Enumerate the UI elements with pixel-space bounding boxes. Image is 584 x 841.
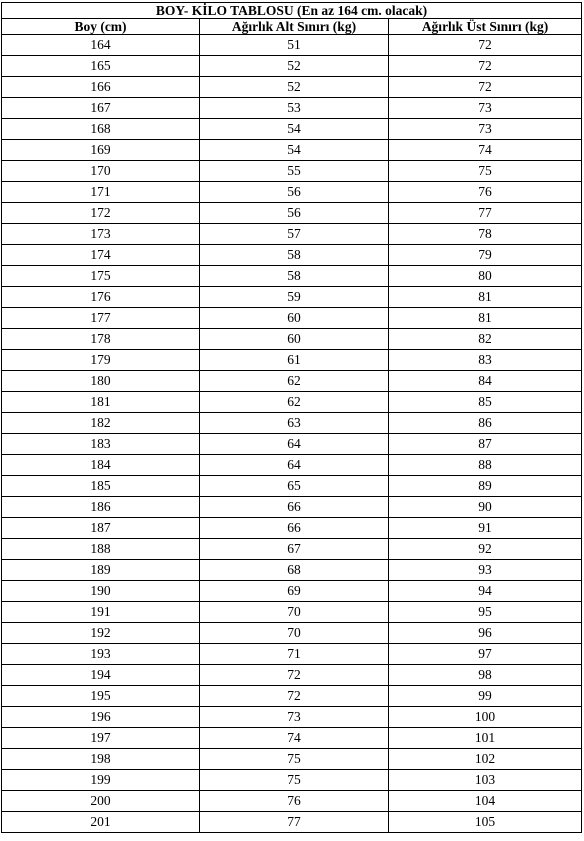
table-row	[2, 791, 582, 812]
table-row	[2, 203, 582, 224]
table-row	[2, 287, 582, 308]
weight-max-cell: 105	[389, 812, 582, 833]
weight-min-cell: 66	[200, 518, 389, 539]
weight-max-cell: 75	[389, 161, 582, 182]
table-row	[2, 749, 582, 770]
weight-min-cell: 60	[200, 308, 389, 329]
weight-min-cell: 70	[200, 602, 389, 623]
table-row	[2, 371, 582, 392]
weight-min-cell: 56	[200, 203, 389, 224]
title-row	[2, 3, 582, 19]
weight-max-cell: 89	[389, 476, 582, 497]
table-row	[2, 308, 582, 329]
weight-max-cell: 91	[389, 518, 582, 539]
weight-min-cell: 52	[200, 56, 389, 77]
table-row	[2, 707, 582, 728]
weight-min-cell: 56	[200, 182, 389, 203]
height-cell: 197	[2, 728, 200, 749]
height-cell: 175	[2, 266, 200, 287]
height-cell: 172	[2, 203, 200, 224]
weight-max-cell: 83	[389, 350, 582, 371]
table-row	[2, 329, 582, 350]
weight-max-cell: 72	[389, 77, 582, 98]
height-cell: 183	[2, 434, 200, 455]
weight-max-cell: 79	[389, 245, 582, 266]
column-header-height: Boy (cm)	[2, 19, 200, 35]
table-row	[2, 581, 582, 602]
height-cell: 196	[2, 707, 200, 728]
height-cell: 192	[2, 623, 200, 644]
weight-max-cell: 76	[389, 182, 582, 203]
weight-min-cell: 74	[200, 728, 389, 749]
table-row	[2, 98, 582, 119]
column-header-weight-min: Ağırlık Alt Sınırı (kg)	[200, 19, 389, 35]
table-title: BOY- KİLO TABLOSU (En az 164 cm. olacak)	[2, 3, 582, 19]
height-cell: 193	[2, 644, 200, 665]
weight-min-cell: 61	[200, 350, 389, 371]
weight-min-cell: 67	[200, 539, 389, 560]
table-row	[2, 56, 582, 77]
weight-max-cell: 90	[389, 497, 582, 518]
weight-max-cell: 81	[389, 287, 582, 308]
table-row	[2, 518, 582, 539]
height-cell: 180	[2, 371, 200, 392]
height-cell: 188	[2, 539, 200, 560]
table-row	[2, 224, 582, 245]
table-row	[2, 560, 582, 581]
weight-min-cell: 69	[200, 581, 389, 602]
height-cell: 170	[2, 161, 200, 182]
weight-max-cell: 73	[389, 98, 582, 119]
weight-max-cell: 74	[389, 140, 582, 161]
weight-min-cell: 52	[200, 77, 389, 98]
height-cell: 186	[2, 497, 200, 518]
height-cell: 169	[2, 140, 200, 161]
weight-max-cell: 73	[389, 119, 582, 140]
weight-max-cell: 103	[389, 770, 582, 791]
table-row	[2, 665, 582, 686]
height-cell: 189	[2, 560, 200, 581]
table-row	[2, 245, 582, 266]
table-row	[2, 392, 582, 413]
weight-max-cell: 98	[389, 665, 582, 686]
weight-min-cell: 62	[200, 392, 389, 413]
height-cell: 191	[2, 602, 200, 623]
weight-max-cell: 95	[389, 602, 582, 623]
table-row	[2, 539, 582, 560]
weight-min-cell: 55	[200, 161, 389, 182]
table-row	[2, 140, 582, 161]
weight-min-cell: 58	[200, 266, 389, 287]
table-row	[2, 455, 582, 476]
table-row	[2, 686, 582, 707]
weight-max-cell: 102	[389, 749, 582, 770]
table-row	[2, 812, 582, 833]
height-cell: 195	[2, 686, 200, 707]
weight-min-cell: 51	[200, 35, 389, 56]
table-row	[2, 266, 582, 287]
weight-max-cell: 100	[389, 707, 582, 728]
weight-min-cell: 76	[200, 791, 389, 812]
weight-max-cell: 86	[389, 413, 582, 434]
weight-max-cell: 97	[389, 644, 582, 665]
weight-min-cell: 59	[200, 287, 389, 308]
height-cell: 177	[2, 308, 200, 329]
weight-max-cell: 88	[389, 455, 582, 476]
weight-max-cell: 99	[389, 686, 582, 707]
weight-min-cell: 57	[200, 224, 389, 245]
weight-max-cell: 104	[389, 791, 582, 812]
weight-max-cell: 72	[389, 35, 582, 56]
weight-max-cell: 85	[389, 392, 582, 413]
height-weight-table-container	[1, 2, 581, 833]
weight-min-cell: 63	[200, 413, 389, 434]
weight-min-cell: 65	[200, 476, 389, 497]
weight-max-cell: 77	[389, 203, 582, 224]
height-cell: 190	[2, 581, 200, 602]
height-cell: 182	[2, 413, 200, 434]
weight-max-cell: 96	[389, 623, 582, 644]
weight-min-cell: 77	[200, 812, 389, 833]
height-cell: 181	[2, 392, 200, 413]
table-row	[2, 497, 582, 518]
table-row	[2, 35, 582, 56]
height-cell: 164	[2, 35, 200, 56]
weight-max-cell: 81	[389, 308, 582, 329]
table-row	[2, 182, 582, 203]
height-cell: 179	[2, 350, 200, 371]
weight-min-cell: 75	[200, 749, 389, 770]
table-row	[2, 602, 582, 623]
height-weight-table	[1, 2, 582, 833]
weight-max-cell: 92	[389, 539, 582, 560]
weight-min-cell: 66	[200, 497, 389, 518]
height-cell: 174	[2, 245, 200, 266]
weight-max-cell: 78	[389, 224, 582, 245]
height-cell: 194	[2, 665, 200, 686]
table-row	[2, 434, 582, 455]
weight-max-cell: 87	[389, 434, 582, 455]
table-row	[2, 728, 582, 749]
height-cell: 184	[2, 455, 200, 476]
table-row	[2, 476, 582, 497]
height-cell: 166	[2, 77, 200, 98]
height-cell: 171	[2, 182, 200, 203]
height-cell: 167	[2, 98, 200, 119]
weight-max-cell: 82	[389, 329, 582, 350]
weight-min-cell: 72	[200, 665, 389, 686]
table-body	[2, 35, 582, 833]
weight-max-cell: 101	[389, 728, 582, 749]
height-cell: 178	[2, 329, 200, 350]
weight-min-cell: 64	[200, 455, 389, 476]
height-cell: 200	[2, 791, 200, 812]
weight-max-cell: 84	[389, 371, 582, 392]
weight-min-cell: 72	[200, 686, 389, 707]
weight-min-cell: 73	[200, 707, 389, 728]
table-row	[2, 770, 582, 791]
height-cell: 201	[2, 812, 200, 833]
weight-min-cell: 75	[200, 770, 389, 791]
header-row	[2, 19, 582, 35]
weight-min-cell: 58	[200, 245, 389, 266]
table-row	[2, 119, 582, 140]
weight-max-cell: 94	[389, 581, 582, 602]
height-cell: 198	[2, 749, 200, 770]
weight-min-cell: 54	[200, 119, 389, 140]
table-row	[2, 350, 582, 371]
weight-max-cell: 93	[389, 560, 582, 581]
table-row	[2, 644, 582, 665]
height-cell: 165	[2, 56, 200, 77]
weight-max-cell: 72	[389, 56, 582, 77]
weight-min-cell: 60	[200, 329, 389, 350]
weight-min-cell: 54	[200, 140, 389, 161]
weight-min-cell: 62	[200, 371, 389, 392]
table-row	[2, 161, 582, 182]
weight-max-cell: 80	[389, 266, 582, 287]
height-cell: 185	[2, 476, 200, 497]
height-cell: 199	[2, 770, 200, 791]
height-cell: 173	[2, 224, 200, 245]
weight-min-cell: 53	[200, 98, 389, 119]
height-cell: 176	[2, 287, 200, 308]
table-row	[2, 623, 582, 644]
weight-min-cell: 71	[200, 644, 389, 665]
height-cell: 187	[2, 518, 200, 539]
weight-min-cell: 70	[200, 623, 389, 644]
weight-min-cell: 64	[200, 434, 389, 455]
height-cell: 168	[2, 119, 200, 140]
table-row	[2, 413, 582, 434]
weight-min-cell: 68	[200, 560, 389, 581]
table-row	[2, 77, 582, 98]
column-header-weight-max: Ağırlık Üst Sınırı (kg)	[389, 19, 582, 35]
